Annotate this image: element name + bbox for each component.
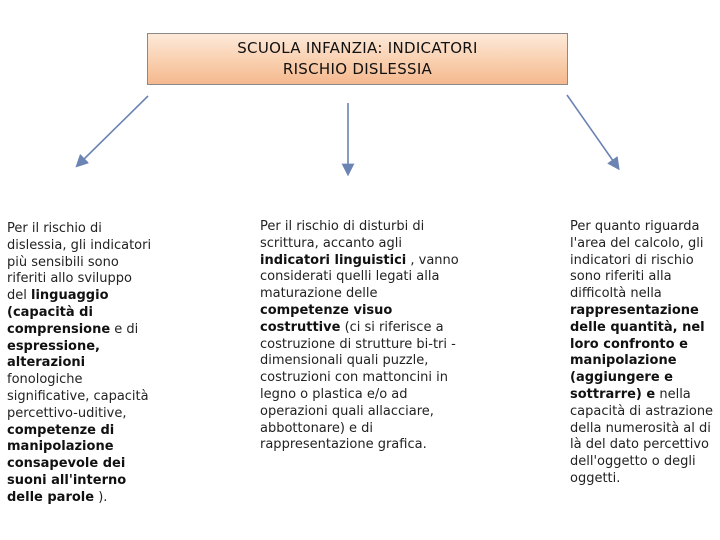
left-column-text	[7, 221, 155, 507]
left-column-segment: Per il rischio di dislessia, gli indicatori più sensibili sono riferiti allo sviluppo del	[7, 221, 152, 304]
middle-column-segment: (ci si riferisce a costruzione di strutture bi-tri -dimensionali quali puzzle, costruzioni con mattoncini in legno o plastica e/o ad operazioni quali allacciare, abbottonare) e di rappresentazione grafica.	[260, 319, 456, 453]
middle-column-segment: indicatori linguistici	[260, 252, 407, 268]
right-column-segment: Per quanto riguarda l'area del calcolo, gli indicatori di rischio sono riferiti alla difficoltà nella	[570, 219, 704, 302]
title-line-1: SCUOLA INFANZIA: INDICATORI	[237, 39, 478, 57]
left-column-segment: fonologiche significative, capacità percettivo-uditive,	[7, 372, 149, 421]
left-column-segment: ).	[94, 489, 108, 505]
right-column-segment: rappresentazione delle quantità, nel loro confronto e manipolazione (aggiungere e sottrarre) e	[570, 302, 705, 402]
left-column-segment: espressione, alterazioni	[7, 338, 100, 371]
arrow-left	[80, 96, 148, 163]
middle-column-text	[260, 219, 470, 454]
title-line-2: RISCHIO DISLESSIA	[282, 60, 433, 78]
left-column-segment: linguaggio (capacità di comprensione	[7, 288, 111, 337]
middle-column-segment: Per il rischio di disturbi di scrittura, accanto agli	[260, 219, 425, 251]
left-column-segment: e di	[110, 321, 139, 337]
right-column-segment: nella capacità di astrazione della numerosità al di là del dato percettivo dell'oggetto o degli oggetti.	[570, 386, 714, 486]
right-column-text	[570, 219, 718, 488]
middle-column-segment: competenze visuo costruttive	[260, 302, 393, 335]
arrow-right	[567, 95, 616, 165]
left-column-segment: competenze di manipolazione consapevole dei suoni all'interno delle parole	[7, 422, 127, 505]
middle-column-segment: , vanno considerati quelli legati alla maturazione delle	[260, 252, 459, 302]
